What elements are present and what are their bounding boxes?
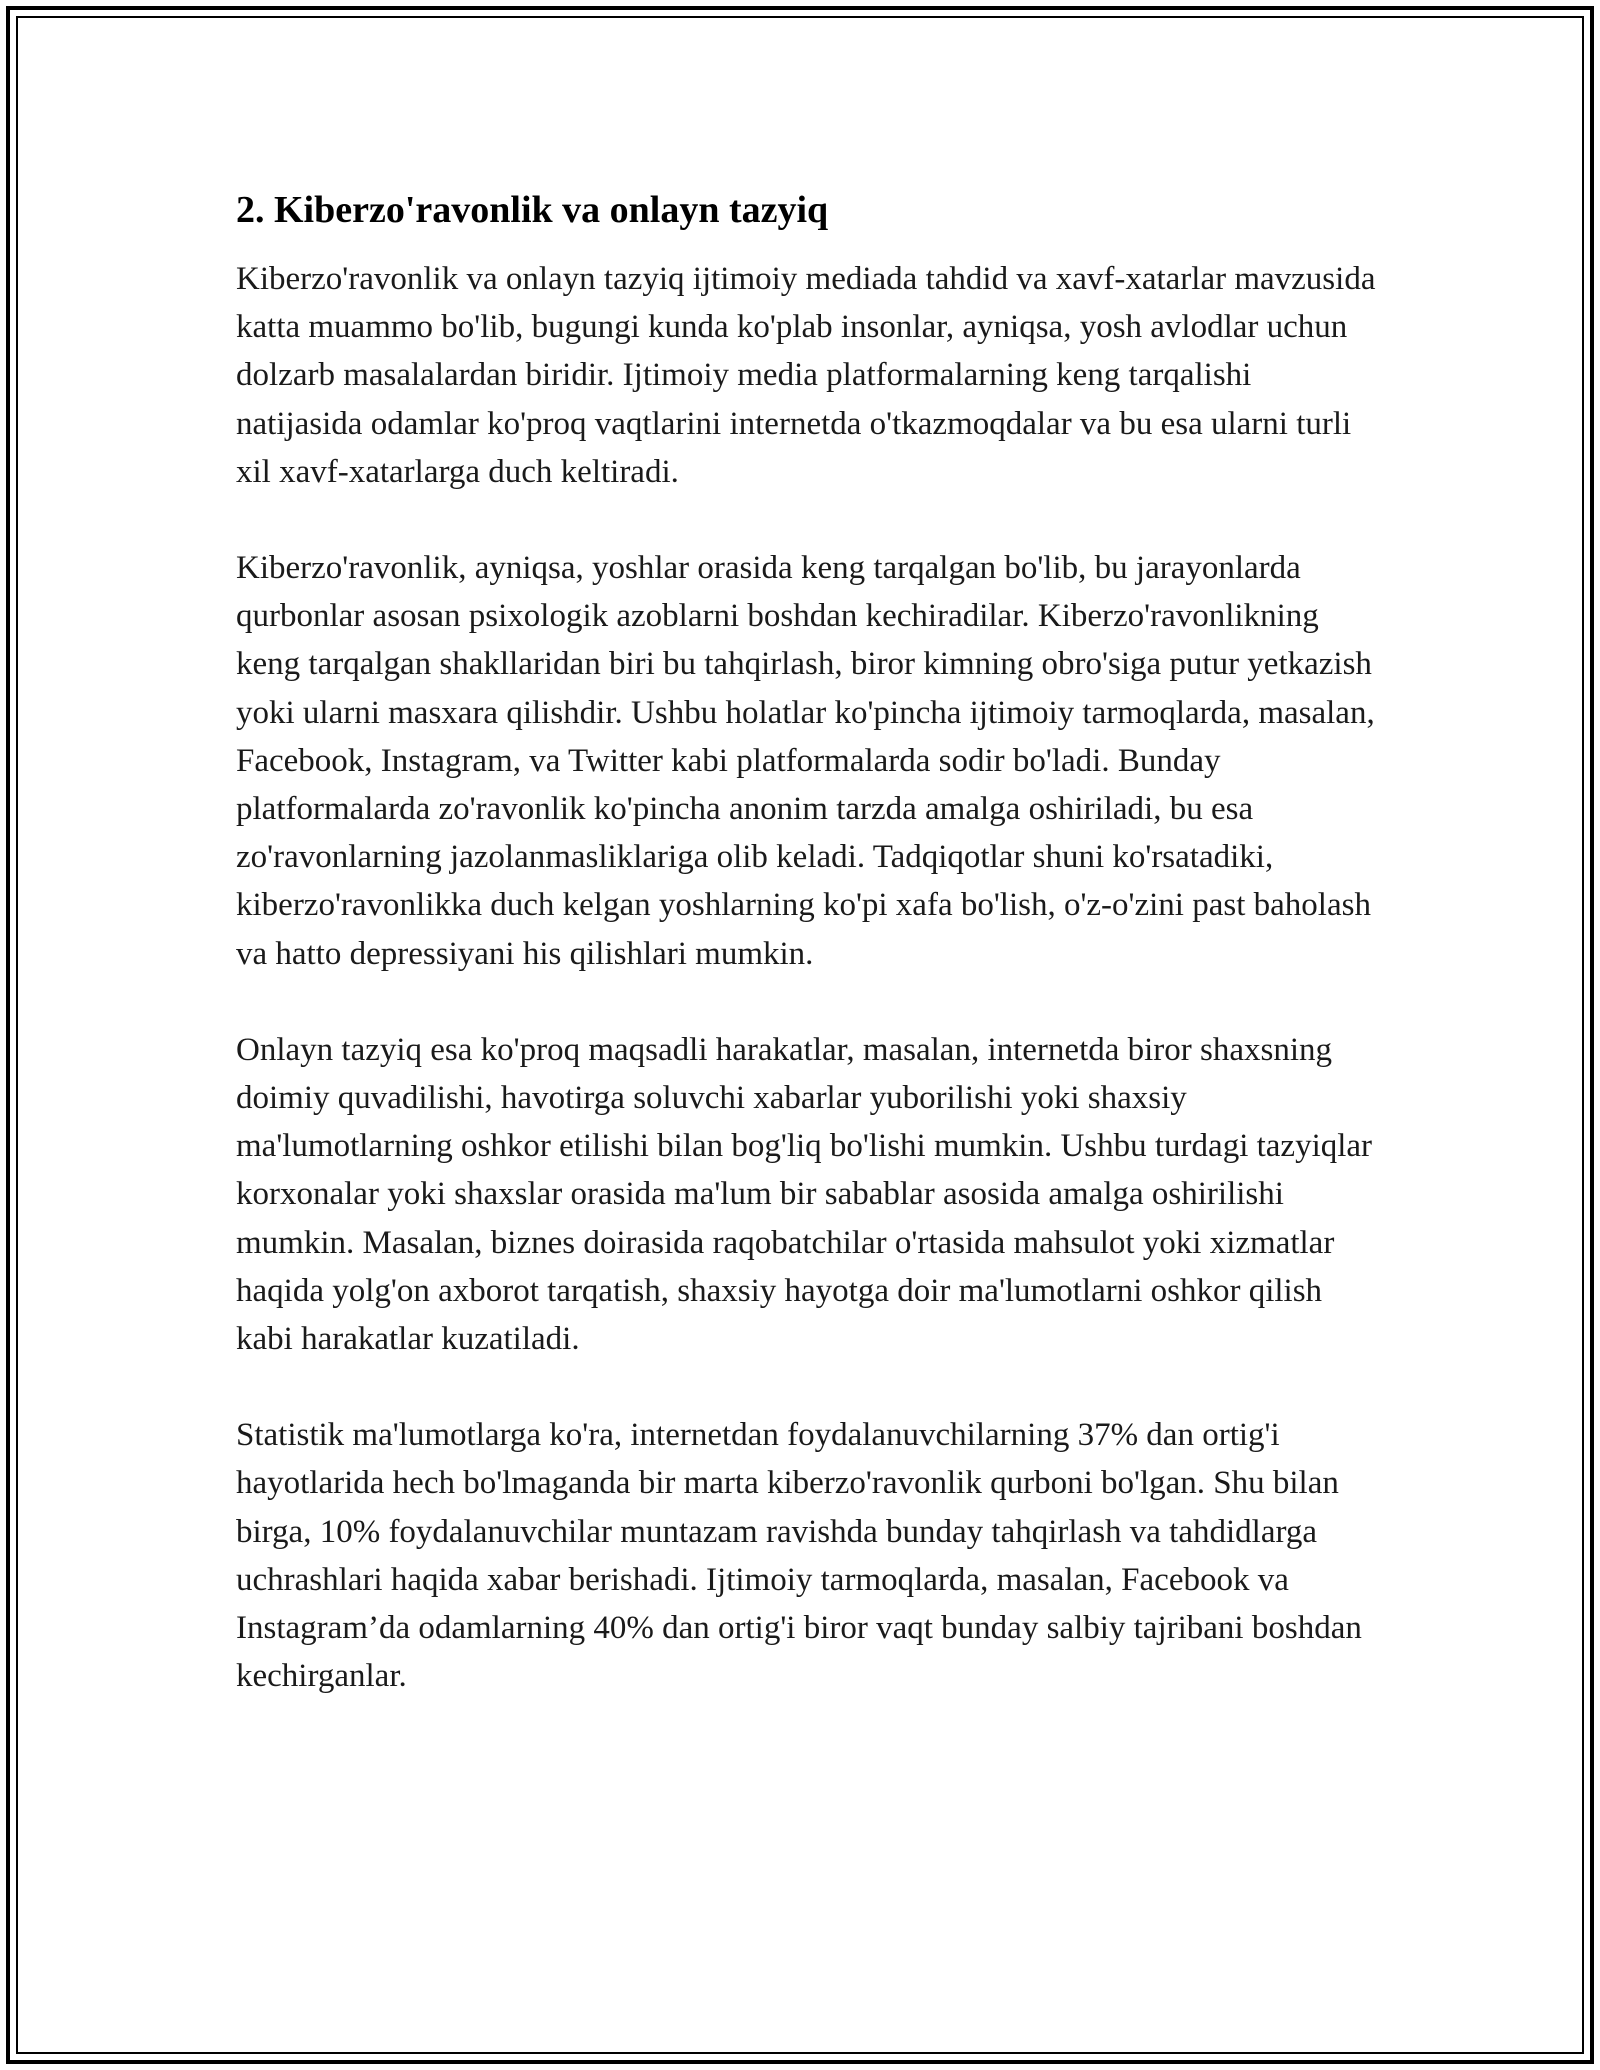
paragraph-statistics: Statistik ma'lumotlarga ko'ra, internetdan foydalanuvchilarning 37% dan ortig'i hayotlarida hech bo'lmaganda bir marta kiberzo'ravonlik qurboni bo'lgan. Shu bilan birga, 10% foydalanuvchilar muntazam ravishda bunday tahqirlash va tahdidlarga uchrashlari haqida xabar berishadi. Ijtimoiy tarmoqlarda, masalan, Facebook va Instagram’da odamlarning 40% dan ortig'i biror vaqt bunday salbiy tajribani boshdan kechirganlar.	[236, 1417, 1362, 1695]
paragraph-intro: Kiberzo'ravonlik va onlayn tazyiq ijtimoiy mediada tahdid va xavf-xatarlar mavzusida katta muammo bo'lib, bugungi kunda ko'plab insonlar, ayniqsa, yosh avlodlar uchun dolzarb masalalardan biridir. Ijtimoiy media platformalarning keng tarqalishi natijasida odamlar ko'proq vaqtlarini internetda o'tkazmoqdalar va bu esa ularni turli xil xavf-xatarlarga duch keltiradi.	[236, 261, 1376, 490]
document-body	[236, 185, 1376, 1748]
section-heading: 2. Kiberzo'ravonlik va onlayn tazyiq	[236, 189, 829, 231]
paragraph-online-harassment: Onlayn tazyiq esa ko'proq maqsadli harakatlar, masalan, internetda biror shaxsning doimiy quvadilishi, havotirga soluvchi xabarlar yuborilishi yoki shaxsiy ma'lumotlarning oshkor etilishi bilan bog'liq bo'lishi mumkin. Ushbu turdagi tazyiqlar korxonalar yoki shaxslar orasida ma'lum bir sabablar asosida amalga oshirilishi mumkin. Masalan, biznes doirasida raqobatchilar o'rtasida mahsulot yoki xizmatlar haqida yolg'on axborot tarqatish, shaxsiy hayotga doir ma'lumotlarni oshkor qilish kabi harakatlar kuzatiladi.	[236, 1031, 1373, 1358]
paragraph-cyberbullying: Kiberzo'ravonlik, ayniqsa, yoshlar orasida keng tarqalgan bo'lib, bu jarayonlarda qurbonlar asosan psixologik azoblarni boshdan kechiradilar. Kiberzo'ravonlikning keng tarqalgan shakllaridan biri bu tahqirlash, biror kimning obro'siga putur yetkazish yoki ularni masxara qilishdir. Ushbu holatlar ko'pincha ijtimoiy tarmoqlarda, masalan, Facebook, Instagram, va Twitter kabi platformalarda sodir bo'ladi. Bunday platformalarda zo'ravonlik ko'pincha anonim tarzda amalga oshiriladi, bu esa zo'ravonlarning jazolanmasliklariga olib keladi. Tadqiqotlar shuni ko'rsatadiki, kiberzo'ravonlikka duch kelgan yoshlarning ko'pi xafa bo'lish, o'z-o'zini past baholash va hatto depressiyani his qilishlari mumkin.	[236, 550, 1375, 972]
